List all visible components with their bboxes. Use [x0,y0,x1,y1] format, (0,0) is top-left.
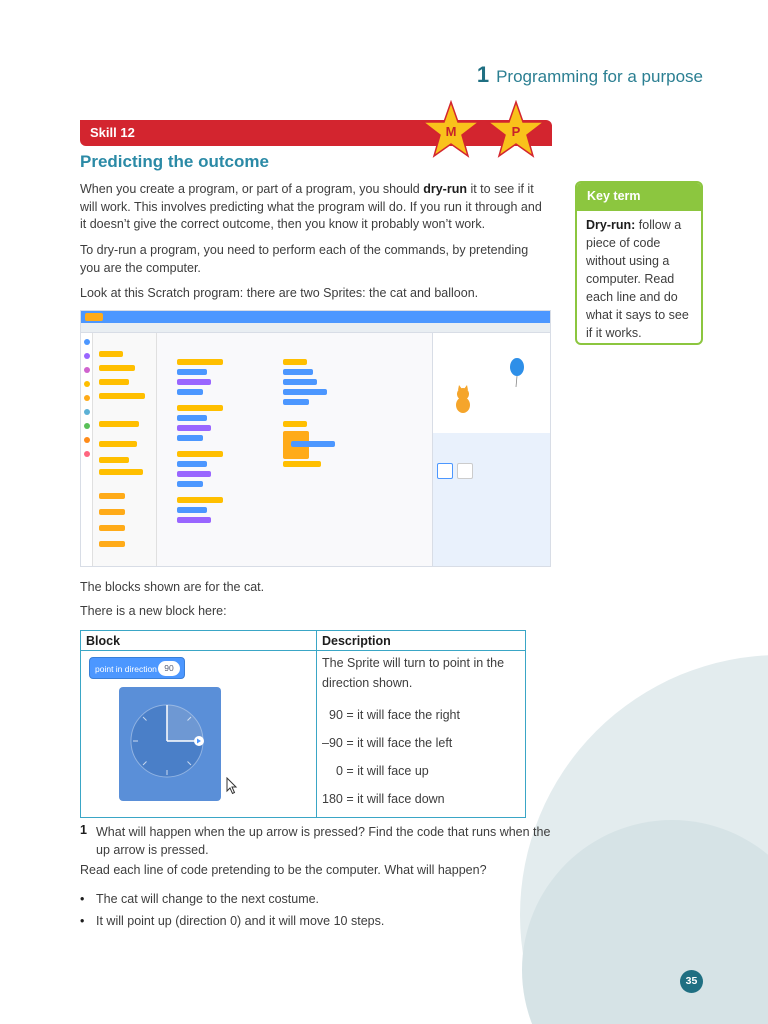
direction-dial-panel [119,687,221,801]
star-badge-m-label: M [445,124,457,139]
direction-block-label: point in direction [95,664,157,674]
answer-bullets [80,888,384,932]
star-badge-p-icon [486,100,546,160]
block-image-cell [81,651,317,818]
caption-blocks-for-cat: The blocks shown are for the cat. [80,580,265,594]
section-heading: Predicting the outcome [80,152,269,171]
key-term-word: Dry-run: [586,218,636,232]
scratch-tabs [81,323,550,333]
table-header-block: Block [81,631,317,651]
direction-block-pill [89,657,185,679]
direction-value: 90 [158,661,180,676]
term-dry-run: dry-run [423,182,467,196]
skill-banner [80,120,552,146]
scratch-category-list [81,333,93,566]
key-term-header: Key term [577,183,701,211]
caption-new-block: There is a new block here: [80,604,227,618]
direction-down-line: 180 = it will face down [322,792,445,806]
chapter-number: 1 [476,62,490,87]
page-number: 35 [680,970,703,993]
table-header-row [81,631,526,651]
scratch-logo-icon [85,313,103,321]
point-in-direction-block [89,655,239,805]
intro-paragraph-2: To dry-run a program, you need to perform each of the commands, by pretending you are the computer. [80,243,529,275]
skill-label: Skill 12 [90,125,135,140]
followup-text: Read each line of code pretending to be the computer. What will happen? [80,863,487,877]
balloon-sprite-icon [510,358,524,387]
chapter-title: Programming for a purpose [496,67,703,86]
description-main: The Sprite will turn to point in the direction shown. [322,656,505,690]
mouse-cursor-icon [226,777,238,795]
direction-right-line: 90 = it will face the right [329,708,460,722]
scratch-code-area [157,333,432,566]
direction-left-line: –90 = it will face the left [322,736,453,750]
description-cell [317,651,526,818]
table-header-description: Description [317,631,526,651]
direction-dial-icon [129,703,205,779]
chapter-header [477,62,703,88]
key-term-box [575,181,703,345]
scratch-editor-screenshot [80,310,551,567]
direction-up-line: 0 = it will face up [336,764,429,778]
key-term-body [577,211,701,345]
scratch-sprite-pane [432,433,550,566]
intro-paragraph-1: When you create a program, or part of a program, you should dry-run it to see if it will work. This involves predicting what the program will do. If you run it through and it doesn’t give the correct outcome, then you know it probably won’t work. [80,182,542,231]
list-item: • The cat will change to the next costume. [80,888,384,910]
star-badge-p-label: P [511,124,521,139]
scratch-stage [432,333,550,433]
list-item: • It will point up (direction 0) and it will move 10 steps. [80,910,384,932]
stage-sprites [433,333,551,433]
scratch-block-palette [93,333,157,566]
intro-paragraph-3: Look at this Scratch program: there are two Sprites: the cat and balloon. [80,286,479,300]
block-description-table [80,630,526,818]
cat-sprite-icon [456,385,470,413]
question-text: What will happen when the up arrow is pressed? Find the code that runs when the up arrow is pressed. [96,825,551,857]
scratch-menu-bar [81,311,550,323]
table-row [81,651,526,818]
question-number: 1 [80,823,87,837]
star-badge-m-icon [421,100,481,160]
key-term-definition: follow a piece of code without using a computer. Read each line and do what it says to see if it works. [586,218,689,340]
